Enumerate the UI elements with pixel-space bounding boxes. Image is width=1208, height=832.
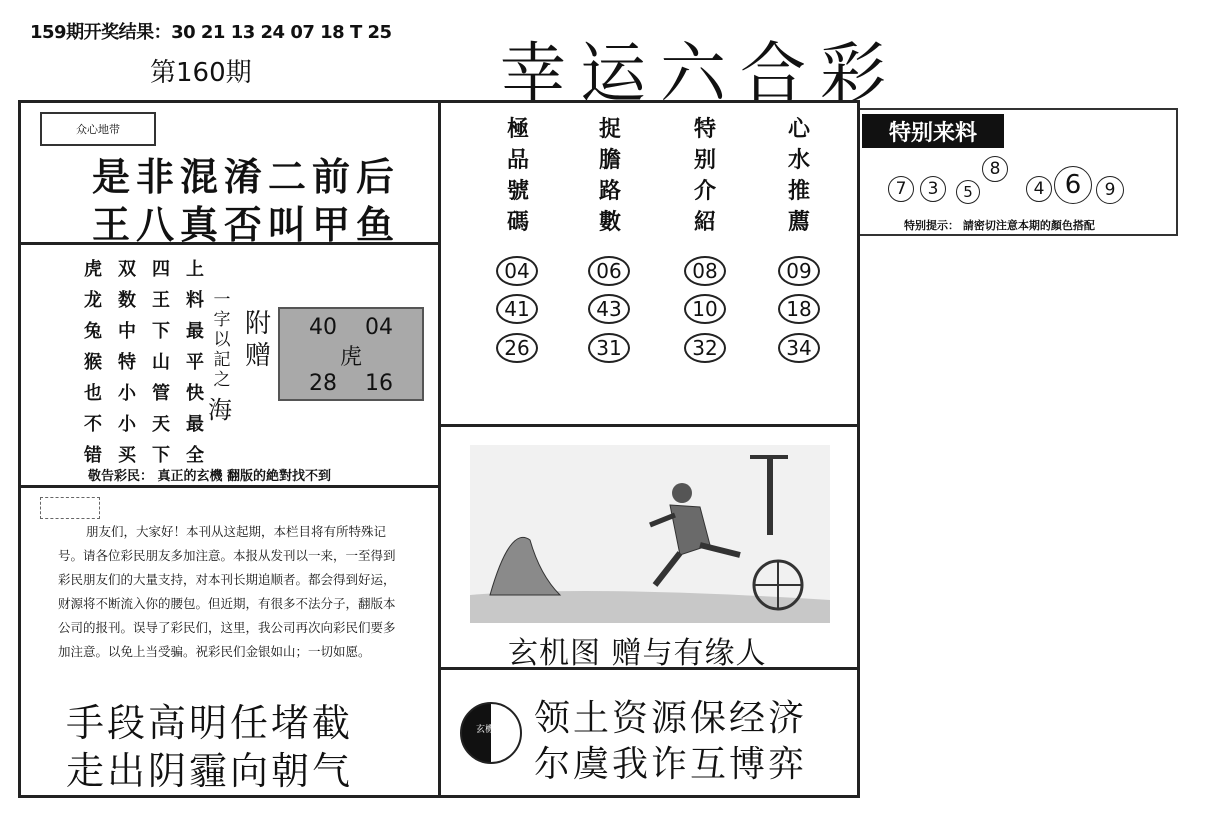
slogan-line-1: 手段高明任堵截 [66, 701, 354, 745]
number-ball: 41 [496, 294, 538, 324]
number-ball: 08 [684, 256, 726, 286]
section-stamp: 众心地带 [40, 112, 156, 146]
riddle-illustration [470, 445, 830, 623]
special-digit: 6 [1054, 166, 1092, 204]
issue-number: 第160期 [150, 58, 252, 88]
number-ball: 26 [496, 333, 538, 363]
group-heading: 捉 膽 路 數 [598, 116, 621, 235]
number-ball: 18 [778, 294, 820, 324]
number-ball: 34 [778, 333, 820, 363]
bonus-number: 16 [364, 371, 393, 396]
group-heading: 心 水 推 薦 [787, 116, 810, 235]
poem-column-1: 虎 龙 兔 猴 也 不 错 [84, 259, 102, 466]
bonus-number: 28 [309, 371, 337, 396]
number-ball: 09 [778, 256, 820, 286]
warning-text: 敬告彩民： 真正的玄機 翻版的絶對找不到 [88, 469, 332, 484]
number-ball: 06 [588, 256, 630, 286]
notice-paragraph: 朋友们，大家好！本刊从这起期，本栏目将有所特殊记号。请各位彩民朋友多加注意。本报从发刊以一来，一至得到彩民朋友们的大量支持，对本刊长期追顺者。都会得到好运，财源将不断流入你的腰包。但近期，有很多不法分子，翻版本公司的报刊。误导了彩民们，这里，我公司再次向彩民们要多加注意。以免上当受骗。祝彩民们金银如山；一切如愿。 [58, 524, 396, 659]
special-digit: 3 [920, 176, 946, 202]
special-title: 特别来料 [862, 114, 1004, 148]
poem-column-3: 四 王 下 山 管 天 下 [152, 259, 170, 466]
special-digit: 8 [982, 156, 1008, 182]
page-title: 幸运六合彩 [500, 35, 900, 112]
group-heading: 特 别 介 紹 [693, 116, 716, 235]
yinyang-icon [460, 702, 522, 764]
bonus-label: 附 赠 [244, 309, 271, 371]
riddle-line-2: 王八真否叫甲鱼 [92, 202, 401, 247]
special-digit: 5 [956, 180, 980, 204]
verse-line-1: 领土资源保经济 [534, 698, 808, 739]
riddle-line-1: 是非混淆二前后 [92, 154, 401, 199]
special-digit: 4 [1026, 176, 1052, 202]
running-man-illustration [470, 445, 830, 623]
verse-line-2: 尔虞我诈互博弈 [534, 744, 808, 785]
bonus-number: 40 [309, 315, 337, 340]
bonus-number: 04 [364, 315, 393, 340]
side-note: 一 字 以 記 之 [213, 290, 231, 390]
number-ball: 04 [496, 256, 538, 286]
poem-column-2: 双 数 中 特 小 小 买 [118, 259, 136, 466]
special-tip: 特别提示： 請密切注意本期的顏色搭配 [904, 219, 1095, 232]
bonus-zodiac: 虎 [339, 345, 362, 370]
side-word: 海 [208, 396, 232, 424]
yinyang-badge-text: 玄機 神算 [476, 725, 515, 735]
number-ball: 10 [684, 294, 726, 324]
column-divider [438, 100, 441, 798]
special-digit: 7 [888, 176, 914, 202]
bonus-box [278, 307, 424, 401]
poem-column-4: 上 料 最 平 快 最 全 [186, 259, 204, 466]
illustration-caption: 玄机图 赠与有缘人 [508, 636, 767, 671]
slogan-line-2: 走出阴霾向朝气 [66, 749, 354, 793]
section-divider [440, 424, 860, 427]
group-heading: 極 品 號 碼 [506, 116, 529, 235]
last-draw-result: 159期开奖结果：30 21 13 24 07 18 T 25 [30, 22, 392, 43]
special-digit: 9 [1096, 176, 1124, 204]
number-ball: 43 [588, 294, 630, 324]
number-ball: 32 [684, 333, 726, 363]
number-ball: 31 [588, 333, 630, 363]
section-divider [18, 485, 440, 488]
notice-stamp [40, 497, 100, 519]
